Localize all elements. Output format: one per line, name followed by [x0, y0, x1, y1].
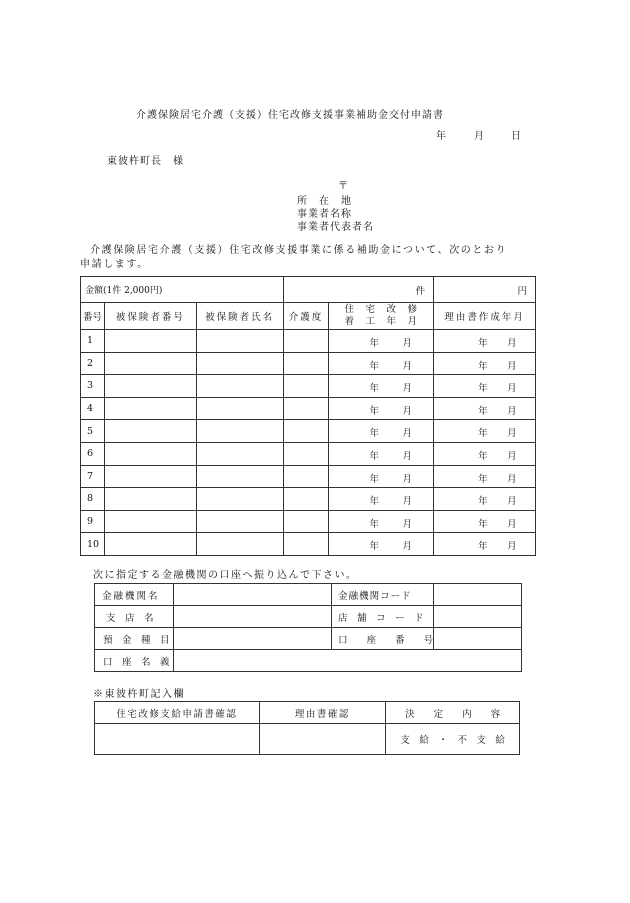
town-col-application-check: 住宅改修支給申請書確認 — [95, 702, 260, 724]
branch-code-field[interactable] — [434, 606, 522, 628]
insured-name-field[interactable] — [196, 397, 283, 420]
month-unit: 月 — [402, 541, 412, 553]
table-row — [81, 510, 536, 533]
row-number: 3 — [81, 375, 105, 398]
renovation-date-field[interactable] — [329, 533, 434, 556]
month-unit: 月 — [507, 428, 517, 440]
year-unit: 年 — [369, 473, 379, 485]
branch-name-label: 支 店 名 — [95, 606, 174, 628]
renovation-date-field[interactable] — [329, 488, 434, 511]
month-unit: 月 — [507, 383, 517, 395]
bank-instruction: 次に指定する金融機関の口座へ振り込んで下さい。 — [93, 570, 358, 581]
header-renovation — [329, 303, 434, 330]
header-renovation-line1: 住 宅 改 修 — [344, 304, 419, 315]
month-unit: 月 — [507, 360, 517, 372]
insured-number-field[interactable] — [104, 533, 196, 556]
table-row — [81, 465, 536, 488]
renovation-date-field[interactable] — [329, 397, 434, 420]
insured-name-field[interactable] — [196, 510, 283, 533]
town-application-check-field[interactable] — [95, 724, 260, 755]
bank-table — [94, 583, 522, 672]
year-unit: 年 — [369, 405, 379, 417]
postal-mark: 〒 — [338, 181, 349, 192]
row-number: 5 — [81, 420, 105, 443]
year-unit: 年 — [369, 338, 379, 349]
account-number-field[interactable] — [434, 628, 522, 650]
renovation-date-field[interactable] — [329, 330, 434, 353]
table-row — [81, 330, 536, 353]
bank-row-4 — [95, 650, 522, 672]
year-unit: 年 — [478, 450, 488, 462]
account-holder-label: 口 座 名 義 — [95, 650, 174, 672]
header-insured-name: 被保険者氏名 — [196, 303, 283, 330]
insured-number-field[interactable] — [104, 420, 196, 443]
amount-row — [81, 277, 536, 303]
account-number-label: 口 座 番 号 — [332, 628, 434, 650]
reason-date-field[interactable] — [434, 375, 536, 398]
insured-name-field[interactable] — [196, 420, 283, 443]
month-unit: 月 — [402, 518, 412, 530]
year-unit: 年 — [369, 496, 379, 508]
insured-name-field[interactable] — [196, 442, 283, 465]
insured-number-field[interactable] — [104, 375, 196, 398]
row-number: 10 — [81, 533, 105, 556]
branch-code-label: 店 舗 コ ー ド — [332, 606, 434, 628]
header-care-level: 介護度 — [283, 303, 329, 330]
insured-name-field[interactable] — [196, 352, 283, 375]
insured-number-field[interactable] — [104, 488, 196, 511]
insured-number-field[interactable] — [104, 442, 196, 465]
table-row — [81, 397, 536, 420]
table-row — [81, 420, 536, 443]
addressee: 東彼杵町長 様 — [107, 156, 184, 167]
insured-number-field[interactable] — [104, 510, 196, 533]
renovation-date-field[interactable] — [329, 352, 434, 375]
reason-date-field[interactable] — [434, 442, 536, 465]
month-unit: 月 — [402, 473, 412, 485]
reason-date-field[interactable] — [434, 330, 536, 353]
renovation-date-field[interactable] — [329, 420, 434, 443]
insured-name-field[interactable] — [196, 375, 283, 398]
table-row — [81, 375, 536, 398]
year-unit: 年 — [369, 541, 379, 553]
insured-number-field[interactable] — [104, 330, 196, 353]
town-reason-check-field[interactable] — [259, 724, 386, 755]
decision-options: 支 給 ・ 不 支 給 — [400, 735, 505, 746]
reason-date-field[interactable] — [434, 420, 536, 443]
table-row — [81, 488, 536, 511]
institution-name-field[interactable] — [173, 584, 331, 606]
insured-number-field[interactable] — [104, 352, 196, 375]
bank-row-2 — [95, 606, 522, 628]
date-day: 日 — [511, 131, 522, 142]
amount-label: 金額(1件 2,000円) — [81, 277, 284, 303]
year-unit: 年 — [478, 360, 488, 372]
town-header-row — [95, 702, 520, 724]
yen-cell[interactable] — [434, 277, 536, 303]
insured-number-field[interactable] — [104, 397, 196, 420]
care-level-field[interactable] — [283, 375, 329, 398]
care-level-field[interactable] — [283, 352, 329, 375]
month-unit: 月 — [507, 450, 517, 462]
header-renovation-line2: 着 工 年 月 — [344, 316, 419, 327]
institution-code-field[interactable] — [434, 584, 522, 606]
month-unit: 月 — [507, 541, 517, 553]
row-number: 8 — [81, 488, 105, 511]
deposit-type-label: 預 金 種 目 — [95, 628, 174, 650]
year-unit: 年 — [369, 518, 379, 530]
care-level-field[interactable] — [283, 330, 329, 353]
year-unit: 年 — [478, 541, 488, 553]
deposit-type-field[interactable] — [173, 628, 331, 650]
town-col-reason-check: 理由書確認 — [259, 702, 386, 724]
insured-name-field[interactable] — [196, 465, 283, 488]
year-unit: 年 — [478, 338, 488, 349]
institution-name-label: 金融機関名 — [95, 584, 174, 606]
bank-row-1 — [95, 584, 522, 606]
insured-number-field[interactable] — [104, 465, 196, 488]
care-level-field[interactable] — [283, 533, 329, 556]
year-unit: 年 — [369, 450, 379, 462]
date-month: 月 — [474, 131, 485, 142]
applicant-address-label: 所 在 地 — [297, 196, 352, 207]
reason-date-field[interactable] — [434, 488, 536, 511]
year-unit: 年 — [369, 360, 379, 372]
month-unit: 月 — [507, 405, 517, 417]
month-unit: 月 — [507, 338, 517, 349]
table-row — [81, 442, 536, 465]
renovation-date-field[interactable] — [329, 510, 434, 533]
renovation-date-field[interactable] — [329, 442, 434, 465]
year-unit: 年 — [478, 383, 488, 395]
header-no: 番号 — [81, 303, 105, 330]
year-unit: 年 — [369, 383, 379, 395]
applicant-representative-label: 事業者代表者名 — [297, 222, 374, 233]
account-holder-field[interactable] — [173, 650, 521, 672]
row-number: 6 — [81, 442, 105, 465]
month-unit: 月 — [507, 473, 517, 485]
reason-date-field[interactable] — [434, 397, 536, 420]
care-level-field[interactable] — [283, 510, 329, 533]
year-unit: 年 — [478, 405, 488, 417]
reason-date-field[interactable] — [434, 465, 536, 488]
year-unit: 年 — [478, 496, 488, 508]
header-insured-number: 被保険者番号 — [104, 303, 196, 330]
care-level-field[interactable] — [283, 420, 329, 443]
year-unit: 年 — [478, 518, 488, 530]
insured-name-field[interactable] — [196, 330, 283, 353]
application-table — [80, 276, 536, 556]
reason-date-field[interactable] — [434, 533, 536, 556]
month-unit: 月 — [507, 496, 517, 508]
table-row — [81, 352, 536, 375]
table-row — [81, 533, 536, 556]
date-year: 年 — [436, 131, 447, 142]
care-level-field[interactable] — [283, 397, 329, 420]
applicant-business-name-label: 事業者名称 — [297, 209, 352, 220]
row-number: 4 — [81, 397, 105, 420]
bank-row-3 — [95, 628, 522, 650]
row-number: 7 — [81, 465, 105, 488]
town-decision-field[interactable] — [386, 724, 520, 755]
row-number: 1 — [81, 330, 105, 353]
insured-name-field[interactable] — [196, 533, 283, 556]
month-unit: 月 — [402, 405, 412, 417]
document-title: 介護保険居宅介護（支援）住宅改修支援事業補助金交付申請書 — [136, 110, 444, 121]
care-level-field[interactable] — [283, 442, 329, 465]
row-number: 2 — [81, 352, 105, 375]
yen-unit: 円 — [517, 285, 527, 297]
care-level-field[interactable] — [283, 488, 329, 511]
town-value-row — [95, 724, 520, 755]
count-unit: 件 — [415, 285, 426, 297]
insured-name-field[interactable] — [196, 488, 283, 511]
year-unit: 年 — [478, 428, 488, 440]
month-unit: 月 — [402, 383, 412, 395]
reason-date-field[interactable] — [434, 352, 536, 375]
reason-date-field[interactable] — [434, 510, 536, 533]
month-unit: 月 — [402, 496, 412, 508]
month-unit: 月 — [402, 428, 412, 440]
renovation-date-field[interactable] — [329, 375, 434, 398]
town-table — [94, 701, 520, 755]
town-section-heading: ※東彼杵町記入欄 — [93, 689, 185, 700]
year-unit: 年 — [478, 473, 488, 485]
header-reason-date: 理由書作成年月 — [434, 303, 536, 330]
town-col-decision: 決 定 内 容 — [386, 702, 520, 724]
branch-name-field[interactable] — [173, 606, 331, 628]
institution-code-label: 金融機関コード — [332, 584, 434, 606]
month-unit: 月 — [402, 338, 412, 349]
renovation-date-field[interactable] — [329, 465, 434, 488]
row-number: 9 — [81, 510, 105, 533]
intro-text-line1: 介護保険居宅介護（支援）住宅改修支援事業に係る補助金について、次のとおり — [90, 245, 508, 256]
care-level-field[interactable] — [283, 465, 329, 488]
intro-text-line2: 申請します。 — [80, 259, 149, 270]
header-row — [81, 303, 536, 330]
count-cell[interactable] — [283, 277, 434, 303]
month-unit: 月 — [507, 518, 517, 530]
month-unit: 月 — [402, 360, 412, 372]
year-unit: 年 — [369, 428, 379, 440]
month-unit: 月 — [402, 450, 412, 462]
